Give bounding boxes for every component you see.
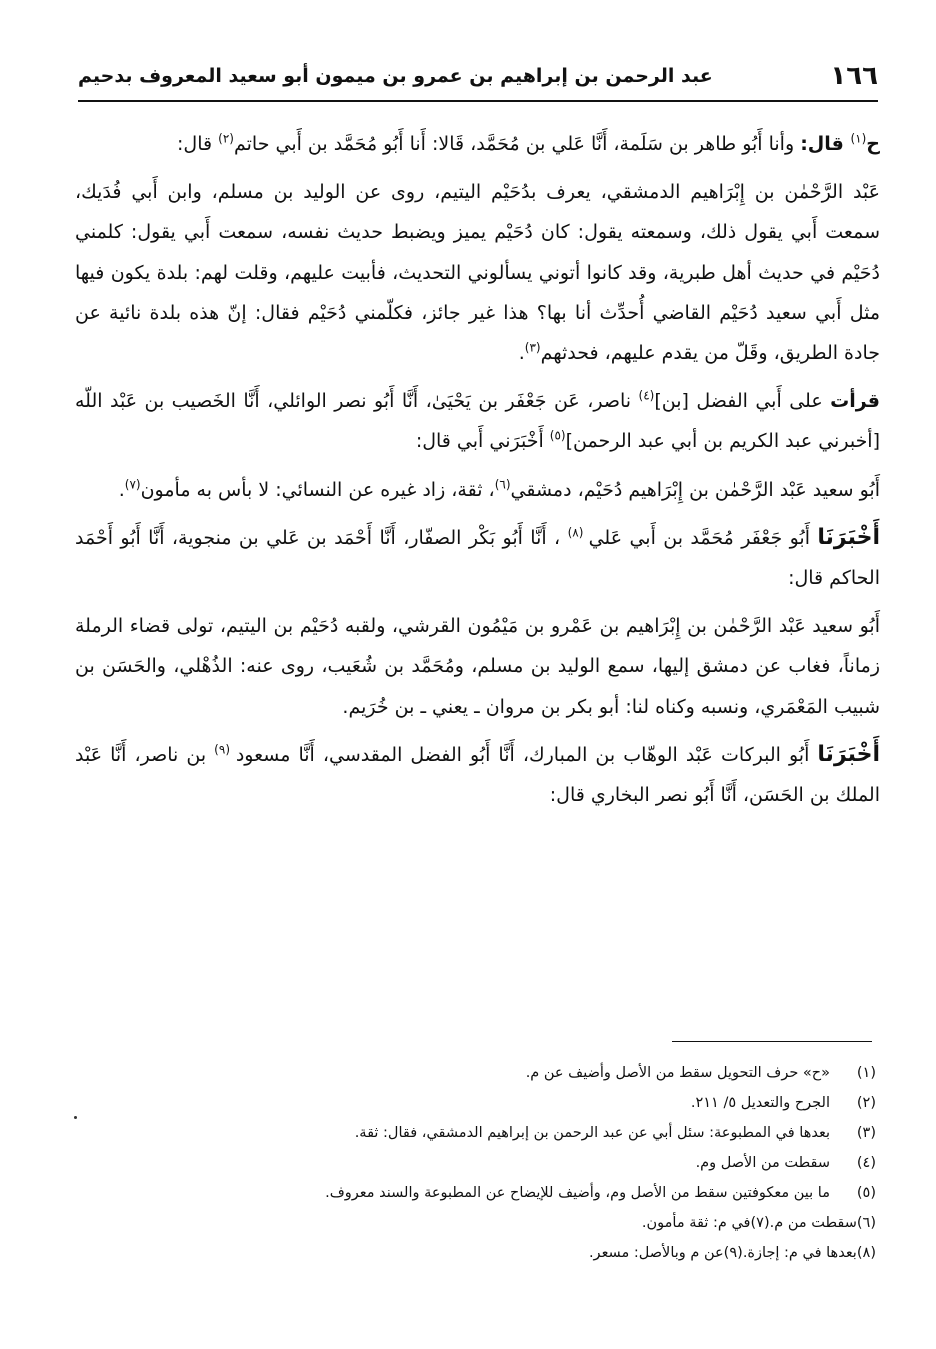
footnote-text: «ح» حرف التحويل سقط من الأصل وأضيف عن م. [525,1065,830,1081]
paragraph-text: أَبُو سعيد عَبْد الرَّحْمٰن بن إِبْرَاهيم بن عَمْرو بن مَيْمُون القرشي، ولقبه دُحَيْم بن اليتيم، تولى قضاء الرملة زماناً، فغاب عن دمشق إليها، سمع الوليد بن مسلم، ومُحَمَّد بن شُعَيب، روى عنه: الذُهْلي، والحَسَن بن شبيب المَعْمَري، ونسبه وكناه لنا: أبو بكر بن مروان ـ يعني ـ بن خُرَيم. [75,615,880,718]
footnote [642,1208,770,1238]
lead-word: قرأت [830,390,880,413]
footnote-pair [120,1208,876,1238]
paragraph-text: ، ثقة، زاد غيره عن النسائي: لا بأس به مأمون [140,478,495,501]
lead-word: ح [866,133,880,155]
paragraph-text: ناصر، عَن جَعْفَر بن يَحْيَىٰ، أَنَّا أَبُو نصر الوائلي، أَنَّا الخَصيب بن عَبْد اللّه [أخبرني عبد الكريم بن أبي عبد الرحمن] [75,390,880,453]
footnote-ref: (٧) [124,477,141,492]
footnote-text: الجرح والتعديل ٥/ ٢١١. [690,1095,830,1111]
footnote-number: (٢) [856,1095,876,1111]
footnote-number: (١) [856,1065,876,1081]
paragraph-3 [75,381,880,461]
lead-word: أَخْبَرَنَا [817,524,880,550]
footnote-number: (٩) [723,1245,743,1261]
footnote-text: ما بين معكوفتين سقط من الأصل وم، وأضيف للإيضاح عن المطبوعة والسند معروف. [325,1185,830,1201]
footnote-number: (٤) [856,1155,876,1171]
footnote-text: عن م وبالأصل: مسعر. [588,1245,724,1261]
footnote-ref: (٩) [214,742,236,757]
paragraph-text: وأنا أَبُو طاهر بن سَلَمة، أَنَّا عَلي بن مُحَمَّد، قَالا: أَنا أَبُو مُحَمَّد بن أَبي حاتم [233,133,801,155]
paragraph-text: . [518,342,525,365]
lead-word: أَخْبَرَنَا [817,741,881,767]
footnote-ref: (٨) [567,525,589,540]
footnote [120,1088,876,1118]
footnote-number: (٣) [856,1125,876,1141]
lead-word: قال: [800,133,851,155]
paragraph-5 [75,518,880,598]
footnote [120,1118,876,1148]
footnote-ref: (١) [850,131,867,146]
footnotes [120,1058,876,1268]
scan-speck [74,1116,77,1119]
paragraph-text: أَبُو البركات عَبْد الوهّاب بن المبارك، أَنَّا أَبُو الفضل المقدسي، أَنَّا مسعود [235,743,818,766]
footnote-ref: (٦) [494,477,511,492]
paragraph-2 [75,172,880,373]
footnote [589,1238,743,1268]
paragraph-4 [75,470,880,510]
footnote-pair [120,1238,876,1268]
footnote-rule [672,1041,872,1042]
footnote [120,1058,876,1088]
footnote [120,1178,876,1208]
paragraph-text: أَبُو سعيد عَبْد الرَّحْمٰن بن إِبْرَاهيم دُحَيْم، دمشقي [510,478,880,501]
footnote-number: (٦) [856,1215,876,1231]
paragraph-text: . [118,478,125,501]
footnote [743,1238,876,1268]
page-number: ١٦٦ [830,61,878,91]
footnote-text: سقطت من الأصل وم. [695,1155,830,1171]
paragraph-6 [75,606,880,727]
paragraph-text: عَبْد الرَّحْمٰن بن إِبْرَاهيم الدمشقي، يعرف بدُحَيْم اليتيم، روى عن الوليد بن مسلم، وابن أَبي فُدَيك، سمعت أَبي يقول ذلك، وسمعته يقول: كان دُحَيْم يميز ويضبط حديث نفسه، سمعت أَبي يقول: كلمني دُحَيْم في حديث أهل طبرية، وقد كانوا أتوني يسألوني التحديث، فأبيت عليهم، وقلت لهم: بلدة يكون فيها مثل أَبي سعيد دُحَيْم القاضي أُحدِّث أنا بها؟ هذا غير جائز، فكلّمني دُحَيْم فقال: إنّ هذه بلدة نائية عن جادة الطريق، وقَلّ من يقدم عليهم، فحدثهم [75,181,880,365]
footnote-ref: (٢) [218,131,234,146]
paragraph-text: على أَبي الفضل [بن] [654,390,831,413]
paragraph-text: ، أَنَّا أَبُو بَكْر الصفّار، أَنَّا أَحْمَد بن عَلي بن منجوية، أَنَّا أَبُو أَحْمَد الحاكم قال: [75,526,880,590]
footnote-text: سقطت من م. [769,1215,857,1231]
footnote-ref: (٣) [524,340,541,355]
paragraph-text: قال: [177,133,219,155]
main-text [75,124,880,823]
footnote-ref: (٥) [549,429,566,444]
footnote-ref: (٤) [638,388,655,403]
running-title: عبد الرحمن بن إبراهيم بن عمرو بن ميمون أبو سعيد المعروف بدحيم [78,65,713,87]
header-rule [78,100,878,102]
paragraph-7 [75,735,880,815]
footnote-number: (٨) [856,1245,876,1261]
paragraph-text: أَبُو جَعْفَر مُحَمَّد بن أَبي عَلي [588,526,818,549]
footnote [770,1208,876,1238]
footnote [120,1148,876,1178]
footnote-text: بعدها في م: إجازة. [742,1245,857,1261]
footnote-number: (٥) [856,1185,876,1201]
paragraph-1 [75,124,880,164]
page-header [78,56,878,96]
footnote-text: بعدها في المطبوعة: سئل أبي عن عبد الرحمن بن إبراهيم الدمشقي، فقال: ثقة. [354,1125,830,1141]
paragraph-text: بن ناصر، أَنَّا عَبْد الملك بن الحَسَن، أَنَّا أَبُو نصر البخاري قال: [75,743,880,807]
paragraph-text: أَخْبَرَني أَبي قال: [415,430,550,453]
footnote-text: في م: ثقة مأمون. [641,1215,751,1231]
footnote-number: (٧) [750,1215,770,1231]
